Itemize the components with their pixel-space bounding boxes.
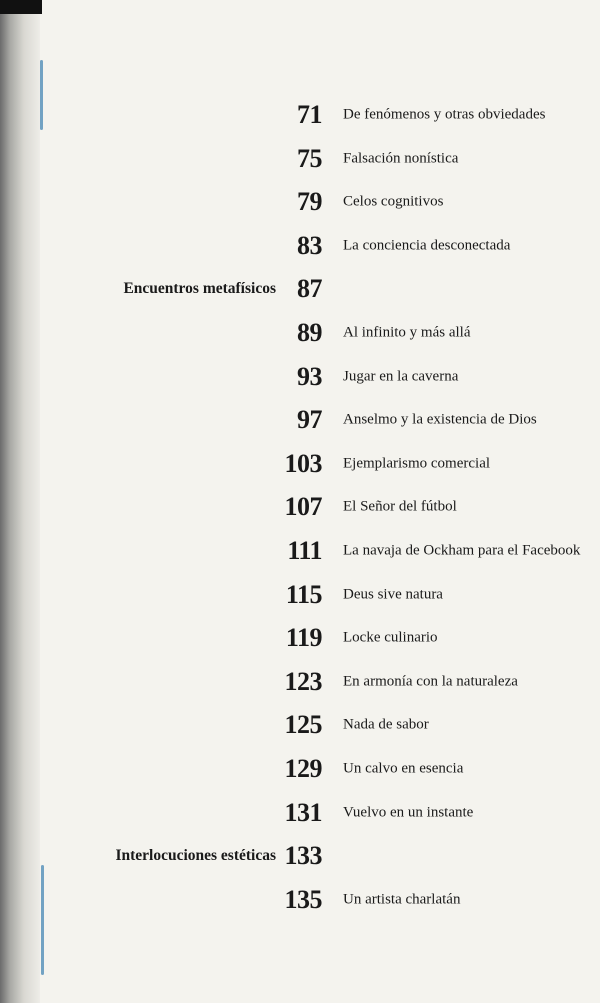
toc-entry-row xyxy=(0,489,600,525)
toc-entry-row xyxy=(0,882,600,918)
toc-entry-title: Vuelvo en un instante xyxy=(343,804,474,821)
toc-entry-title: Ejemplarismo comercial xyxy=(343,455,491,472)
toc-page-number: 135 xyxy=(284,885,322,914)
toc-entry-row xyxy=(0,533,600,569)
toc-page-number: 125 xyxy=(284,710,322,739)
toc-entry-row xyxy=(0,577,600,613)
toc-entry-title: Celos cognitivos xyxy=(343,193,444,210)
toc-entry-title: Deus sive natura xyxy=(343,586,443,603)
toc-page-number: 123 xyxy=(284,667,322,696)
toc-entry-row xyxy=(0,359,600,395)
toc-section-row xyxy=(0,271,600,307)
toc-entry-row xyxy=(0,664,600,700)
toc-entry-row xyxy=(0,620,600,656)
toc-entry-title: Un artista charlatán xyxy=(343,891,461,908)
toc-entry-title: Anselmo y la existencia de Dios xyxy=(343,411,537,428)
toc-page-number: 83 xyxy=(297,231,322,260)
toc-page-number: 131 xyxy=(284,798,322,827)
toc-page-number: 71 xyxy=(297,100,322,129)
toc-entry-row xyxy=(0,751,600,787)
toc-page-number: 87 xyxy=(297,274,322,303)
toc-page-number: 133 xyxy=(284,841,322,870)
toc-entry-title: Un calvo en esencia xyxy=(343,760,464,777)
toc-page-number: 129 xyxy=(284,754,322,783)
toc-entry-title: Nada de sabor xyxy=(343,716,429,733)
toc-entry-title: En armonía con la naturaleza xyxy=(343,673,518,690)
toc-entry-row xyxy=(0,228,600,264)
toc-entry-row xyxy=(0,315,600,351)
toc-page-number: 97 xyxy=(297,405,322,434)
toc-entry-title: La navaja de Ockham para el Facebook xyxy=(343,542,581,559)
toc-entry-row xyxy=(0,141,600,177)
toc-page-number: 79 xyxy=(297,187,322,216)
toc-section-row xyxy=(0,838,600,874)
toc-entry-row xyxy=(0,184,600,220)
toc-page-number: 107 xyxy=(284,492,322,521)
toc-entry-row xyxy=(0,446,600,482)
toc-page-number: 111 xyxy=(287,536,322,565)
toc-entry-title: Al infinito y más allá xyxy=(343,324,471,341)
toc-entry-row xyxy=(0,795,600,831)
toc-entry-title: Jugar en la caverna xyxy=(343,368,459,385)
toc-entry-title: Locke culinario xyxy=(343,629,438,646)
toc-entry-title: El Señor del fútbol xyxy=(343,498,457,515)
toc-page-number: 75 xyxy=(297,144,322,173)
toc-page-number: 93 xyxy=(297,362,322,391)
toc-section-heading: Encuentros metafísicos xyxy=(123,280,276,297)
toc-entry-title: La conciencia desconectada xyxy=(343,237,511,254)
toc-entry-title: De fenómenos y otras obviedades xyxy=(343,106,546,123)
toc-page-number: 103 xyxy=(284,449,322,478)
toc-section-heading: Interlocuciones estéticas xyxy=(115,847,276,864)
toc-entry-row xyxy=(0,97,600,133)
toc-entry-row xyxy=(0,402,600,438)
toc-entry-row xyxy=(0,707,600,743)
toc-page-number: 119 xyxy=(285,623,322,652)
toc-page-number: 89 xyxy=(297,318,322,347)
toc-page-number: 115 xyxy=(285,580,322,609)
toc-entry-title: Falsación nonística xyxy=(343,150,459,167)
